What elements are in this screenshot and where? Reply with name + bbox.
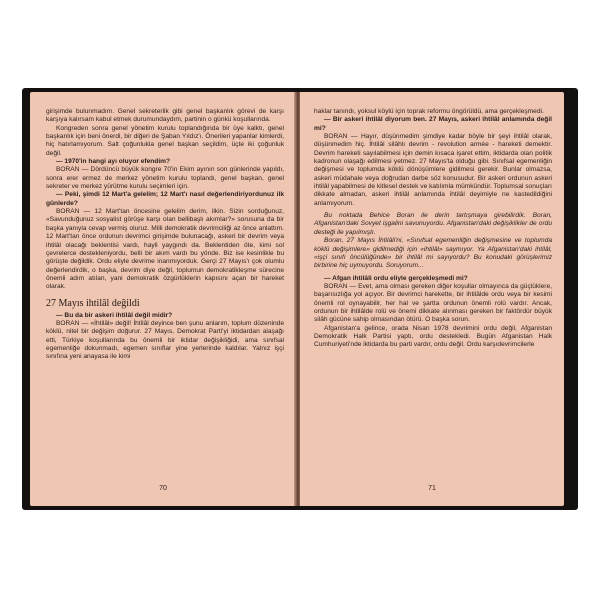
right-page: [300, 92, 564, 506]
paragraph: BORAN — «İhtilâl» değil! İhtilâl deyince ben şunu anlarım, toplum düzeninde köklü, nitel bir değişim doğurur. 27 Mayıs, Demokrat Parti'yi iktidardan alaşağı etti, Türkiye koşullarında bu önemli bir iktidar değişikliğidi, ama sınıfsal egemenliğe dokunmadı, egemen sınıflar yine yerlerinde kaldılar. Yalnız işçi sınıfına yeni anayasa ile kimi: [46, 319, 284, 361]
paragraph: BORAN — Dördüncü büyük kongre 70'in Ekim ayının son günlerinde yapıldı, sonra erer ermez de merkez yönetim kurulu toplandı, genel başkan, genel sekreter ve merkez yürütme kurulu seçimleri için.: [46, 166, 284, 191]
question: — Bu da bir askeri ihtilâl değil midir?: [56, 311, 173, 319]
page-number: 71: [428, 485, 436, 492]
paragraph: Kongreden sonra genel yönetim kurulu toplandığında bir üye kalktı, genel başkanlık için beni önerdi, bir diğeri de Şaban Yıldız'ı. Önerileri yapanlar kimlerdi, hiç hatırlamıyorum. Salt çoğunlukla genel başkan seçildim, üçte iki çoğunluk değil.: [46, 124, 284, 157]
paragraph: BORAN — 12 Mart'tan öncesine gelelim derim, ilkin. Sizin sorduğunuz, «Savunduğunuz sosyalist görüşe karşı olan bellibaşlı akımlar?» sorusuna da bir başka yanıyla cevap vermiş oluruz. Milli demokratik devrimciliği az önce anlattım. 12 Mart'tan önce ordunun devrimci girişimde bulunacağı, askeri bir devrim veya ihtilâl olacağı beklentisi vardı, hayli yaygındı da. Beklentiden öte, kimi sol çevrelerce destekleniyordu, belli bir akım vardı bu yönde. Biz ise kesinlikle bu görüşte değildik. Ordu eliyle devrime inanmıyorduk. Gerçi 27 Mayıs'ı çok olumlu değerlendirdik, o başka, devrim diye değil, toplumun demokratikleşme sürecine önemli adım atılan, yani demokratik özgürlüklerin kapısını açan bir hareket olarak.: [46, 208, 284, 291]
question: — 1970'in hangi ayı oluyor efendim?: [56, 158, 171, 166]
section-heading: 27 Mayıs ihtilâl değildi: [46, 297, 140, 309]
question: — Bir askeri ihtilâl diyorum ben. 27 Mayıs, askeri ihtilâl anlamında değil mi?: [314, 116, 552, 132]
page-number: 70: [159, 485, 167, 492]
italic-paragraph: Bu noktada Behice Boran ile derin tartışmaya girebilirdik. Boran, Afganistan'daki Sovyet işgalini savunuyordu. Afganistan'daki değişiklikler de ordu desteği ile yapılmıştı.: [314, 212, 552, 236]
left-page: [30, 92, 296, 506]
paragraph: BORAN — Evet, ama olması gereken diğer koşullar olmayınca da güçlüklere, başarısızlığa yol açıyor. Bir devrimci harekette, bir ihtilâlde ordu veya bir kesimi önemli rol oynayabilir, her hal ve şartta ordunun önemli rolü vardır. Ancak, ordunun bir ihtilâlde rolü ve önemi dikkate alınması gereken bir faktördür büyük silâh gücüne sahip olmasından ötürü. O başka sorun.: [314, 282, 552, 324]
paragraph: Afganistan'a gelince, orada Nisan 1978 devrimini ordu değil, Afganistan Demokratik Halk Partisi yaptı, ordu destekledi. Bugün Afganistan Halk Cumhuriyeti'nde iktidarda bu parti vardır, ordu değil. Ordu karşıdevrimcilerle: [314, 324, 552, 349]
left-page-text: [46, 108, 284, 292]
paragraph: girişimde bulunmadım. Genel sekreterlik gibi genel başkanlık görevi de karşı karşıya kalırsam kabul etmek durumundaydım, partinin o günkü koşullarında.: [46, 108, 284, 124]
right-page-text: [314, 108, 552, 350]
question: — Afgan ihtilâli ordu eliyle gerçekleşmedi mi?: [324, 274, 468, 282]
left-page-text-after: [46, 312, 284, 362]
question: — Peki, şimdi 12 Mart'a gelelim; 12 Mart'ı nasıl değerlendiriyordunuz ilk günlerde?: [46, 191, 284, 207]
italic-paragraph: Boran, 27 Mayıs İhtilâli'ni, «Sınıfsal egemenliğin değişmesine ve toplumda köklü değişimlere» gidilmediği için «ihtilâl» saymıyor. Ya Afganistan'daki ihtilâl, «işçi sınıfı öncülüğünde» bir ihtilâl mi sayıyordu? Bu konudaki görüşlerimiz birbirine hiç uymuyordu. Soruyorum...: [314, 237, 552, 270]
paragraph: BORAN — Hayır, düşünmedim şimdiye kadar böyle bir şeyi ihtilâl olarak, düşünmedim hiç. İhtilâl silâhlı devrim - revolution armée - hareketi demektir. Devrim hareketi sayılabilmesi için demin kısaca işaret ettim, iktidarda olan politik kadronun olaşağı edilmesi yetmez. 27 Mayıs'ta olduğu gibi. Sınıfsal egemenliğin değişmesi ve toplumda köklü dönüşümlere gidilmesi gerekir. Bunlar olmazsa, askeri müdahale veya doğrudan darbe söz konusudur. Bir askeri ordunun askeri ihtilâl yapabilmesi de kitlesel destek ve katılımla mümkündür. Toplumsal sonuçları dikkate almadan, askeri ihtilâl anlamında ihtilâl deyimiyle ne kastedildiğini anlamıyorum.: [314, 133, 552, 207]
paragraph: haklar tanındı, yoksul köylü için toprak reformu öngörüldü, ama gerçekleşmedi.: [314, 108, 544, 115]
